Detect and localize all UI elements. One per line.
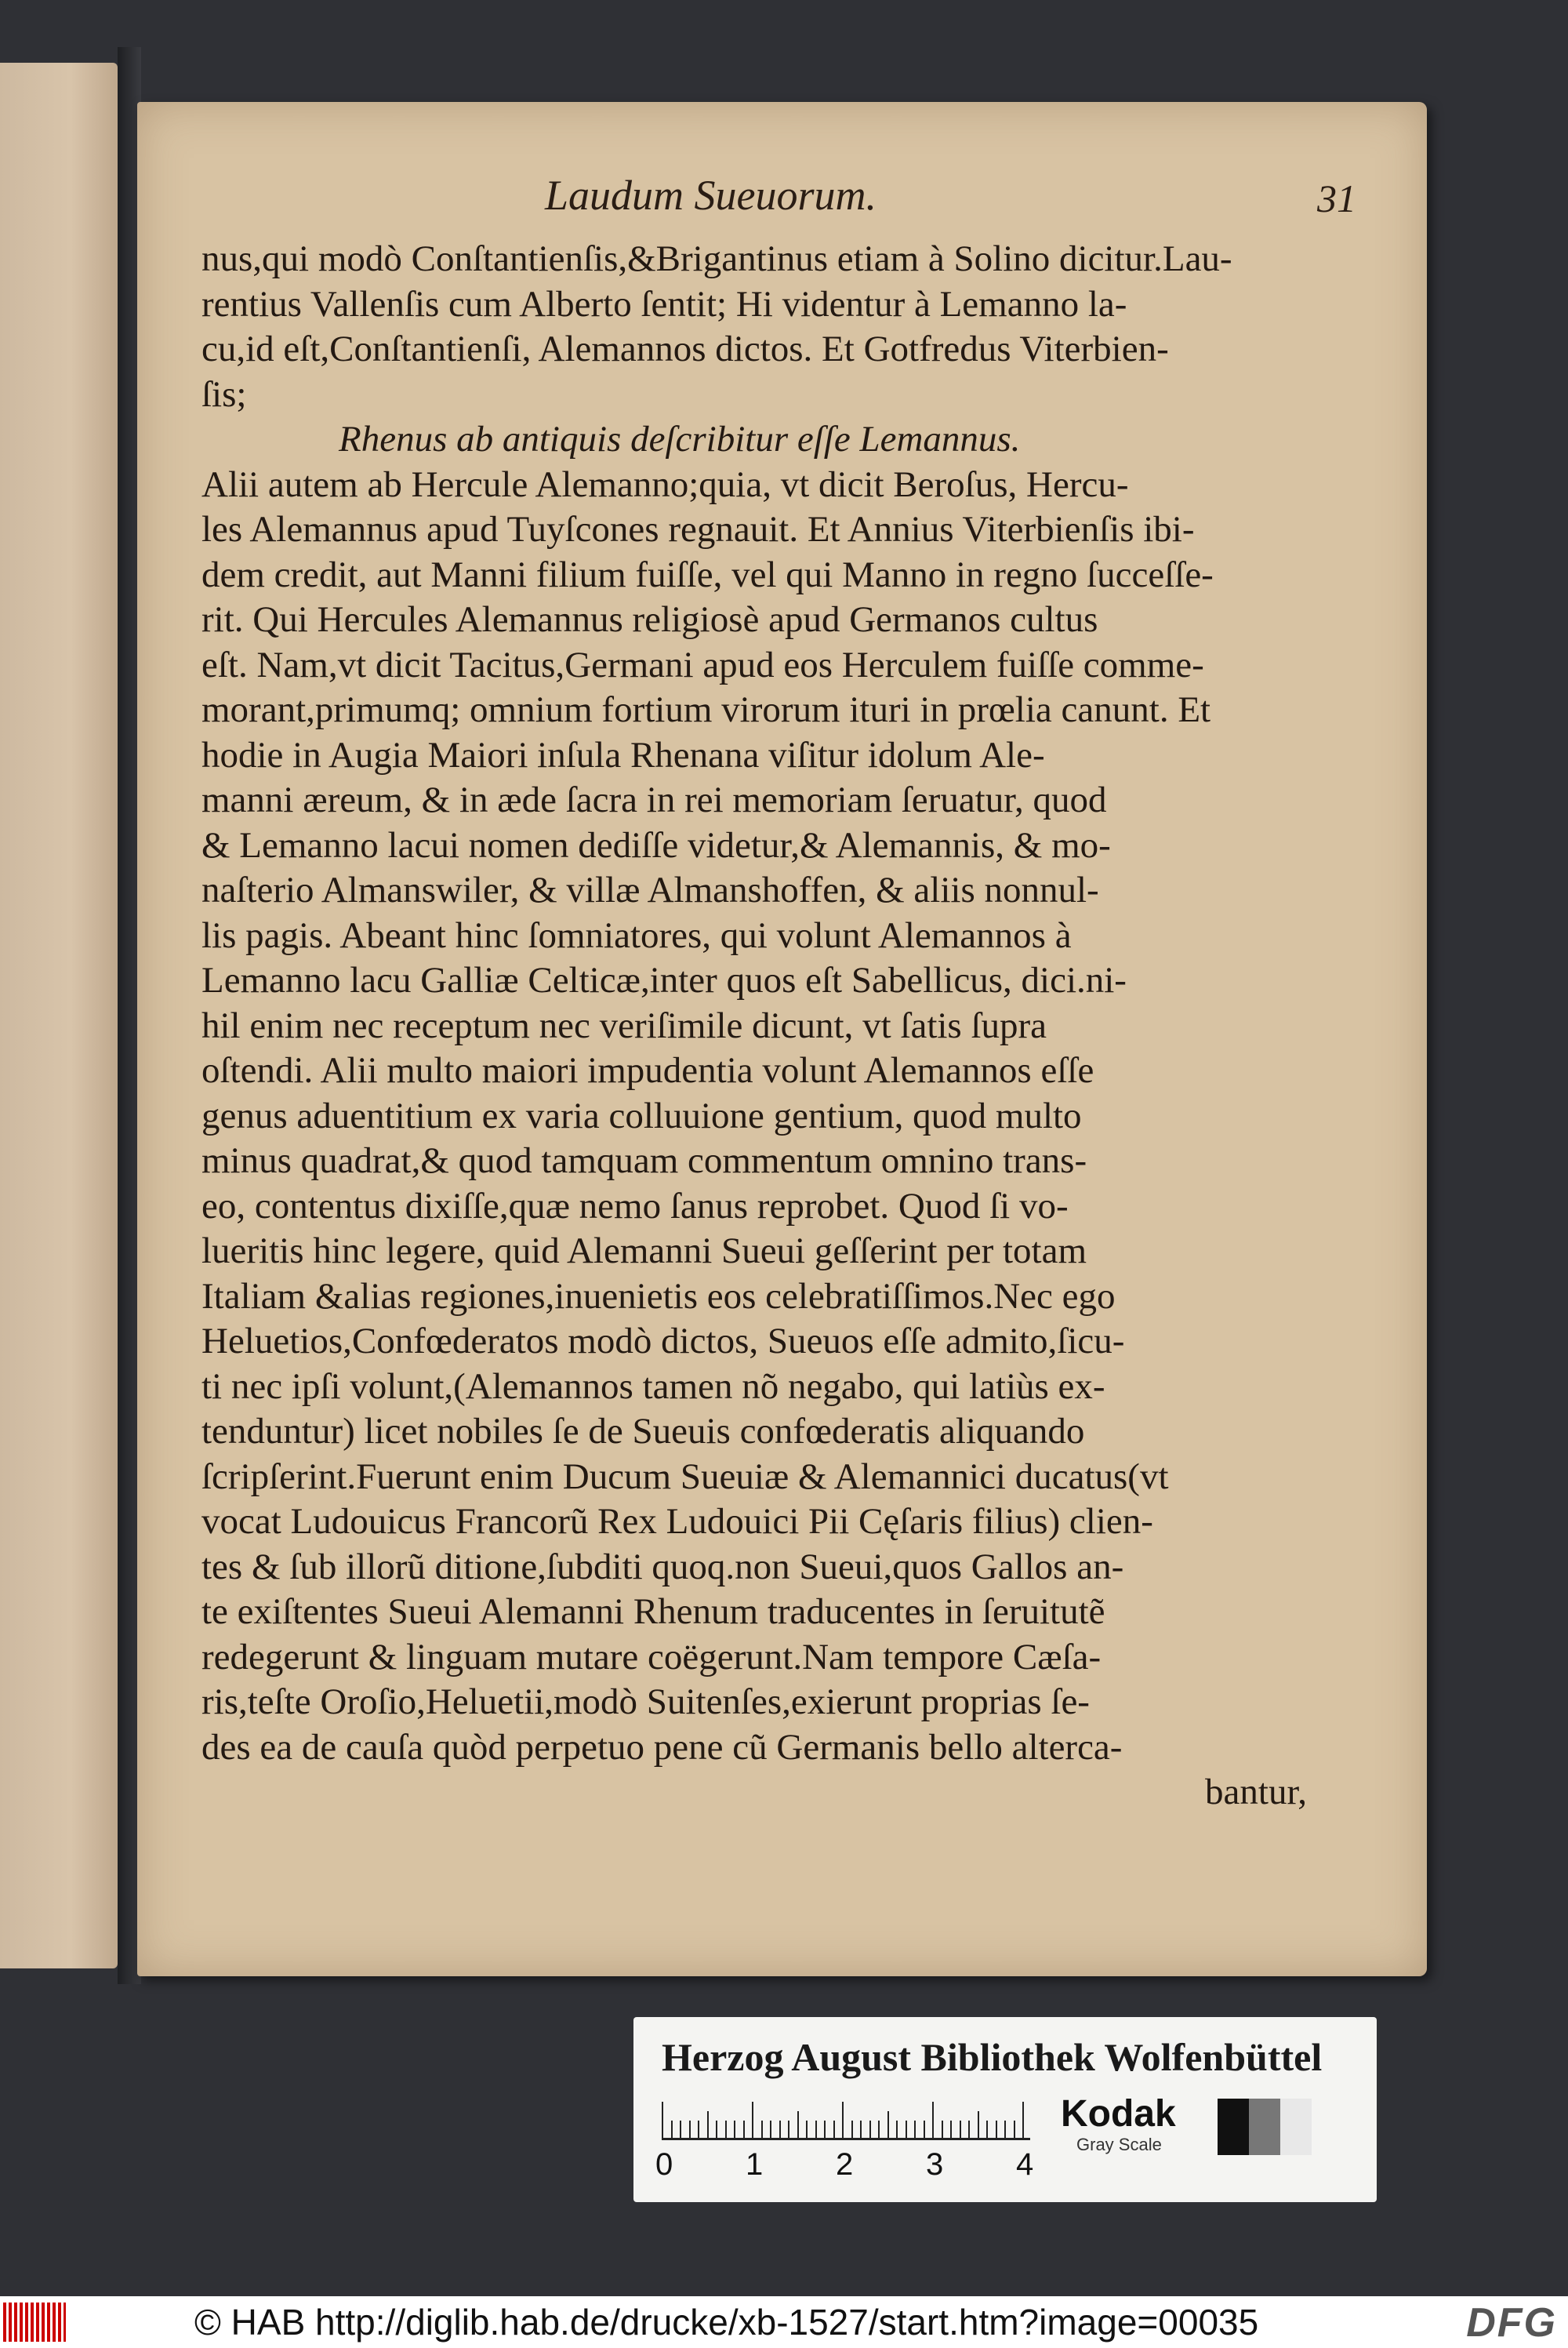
text-line: Italiam &alias regiones,inuenietis eos celebratiſſimos.Nec ego bbox=[201, 1275, 1116, 1317]
color-calibration-card bbox=[633, 2017, 1377, 2202]
ruler-tick bbox=[860, 2121, 862, 2138]
page-number: 31 bbox=[1317, 176, 1356, 220]
text-line: ti nec ipſi volunt,(Alemannos tamen nõ negabo, qui latiùs ex- bbox=[201, 1365, 1105, 1407]
ruler-tick bbox=[924, 2121, 925, 2138]
ruler-tick bbox=[942, 2121, 943, 2138]
ruler-tick bbox=[752, 2102, 753, 2138]
text-line: eo, contentus dixiſſe,quæ nemo ſanus reprobet. Quod ſi vo- bbox=[201, 1185, 1069, 1227]
ruler-tick bbox=[932, 2102, 934, 2138]
ruler-tick bbox=[869, 2121, 871, 2138]
text-line: rentius Vallenſis cum Alberto ſentit; Hi videntur à Lemanno la- bbox=[201, 283, 1127, 325]
text-line: genus aduentitium ex varia colluuione gentium, quod multo bbox=[201, 1095, 1082, 1136]
ruler-label: 4 bbox=[1016, 2147, 1034, 2182]
ruler-tick bbox=[761, 2121, 763, 2138]
ruler-tick bbox=[788, 2121, 789, 2138]
text-line: Heluetios,Confœderatos modò dictos, Sueuos eſſe admito,ſicu- bbox=[201, 1321, 1125, 1361]
running-head: Laudum Sueuorum. bbox=[545, 172, 877, 219]
ruler-tick bbox=[1004, 2121, 1006, 2138]
gray-swatch-dark bbox=[1249, 2099, 1280, 2155]
text-line: cu,id eſt,Conſtantienſi, Alemannos dictos. Et Gotfredus Viterbien- bbox=[201, 329, 1169, 369]
ruler-tick bbox=[906, 2121, 907, 2138]
text-line: minus quadrat,& quod tamquam commentum omnino trans- bbox=[201, 1140, 1087, 1181]
ruler-tick bbox=[878, 2121, 880, 2138]
ruler-tick bbox=[698, 2121, 699, 2138]
ruler-tick bbox=[707, 2111, 709, 2138]
footer-link[interactable]: © HAB http://diglib.hab.de/drucke/xb-1527/start.htm?image=00035 bbox=[194, 2302, 1259, 2343]
ruler-tick bbox=[1022, 2102, 1024, 2138]
ruler-tick bbox=[797, 2111, 799, 2138]
text-line: hil enim nec receptum nec veriſimile dicunt, vt ſatis ſupra bbox=[201, 1005, 1047, 1046]
text-line: vocat Ludouicus Francorũ Rex Ludouici Pii Cęſaris filius) clien- bbox=[201, 1501, 1153, 1542]
ruler-label: 0 bbox=[655, 2147, 673, 2182]
ruler-label: 3 bbox=[926, 2147, 944, 2182]
card-title: Herzog August Bibliothek Wolfenbüttel bbox=[662, 2035, 1323, 2079]
ruler-baseline bbox=[662, 2138, 1030, 2140]
gray-swatch-light bbox=[1280, 2099, 1312, 2155]
ruler-tick bbox=[680, 2121, 681, 2138]
ruler-tick bbox=[716, 2121, 717, 2138]
text-line: les Alemannus apud Tuyſcones regnauit. Et Annius Viterbienſis ibi- bbox=[201, 509, 1195, 550]
text-line: tenduntur) licet nobiles ſe de Sueuis confœderatis aliquando bbox=[201, 1411, 1085, 1452]
ruler-tick bbox=[689, 2121, 691, 2138]
ruler-tick bbox=[734, 2121, 735, 2138]
facing-page-edge bbox=[0, 63, 118, 1968]
ruler-tick bbox=[662, 2102, 663, 2138]
text-line: redegerunt & linguam mutare coëgerunt.Nam tempore Cæſa- bbox=[201, 1636, 1102, 1677]
footer-bar bbox=[0, 2296, 1568, 2348]
text-line: nus,qui modò Conſtantienſis,&Brigantinus etiam à Solino dicitur.Lau- bbox=[201, 238, 1232, 279]
ruler-label: 2 bbox=[836, 2147, 854, 2182]
kodak-logo: Kodak bbox=[1061, 2093, 1176, 2135]
ruler-tick bbox=[779, 2121, 781, 2138]
text-line: Rhenus ab antiquis deſcribitur eſſe Lemannus. bbox=[339, 419, 1021, 460]
text-line: naſterio Almanswiler, & villæ Almanshoffen, & aliis nonnul- bbox=[201, 870, 1099, 910]
body-text bbox=[201, 237, 1307, 1816]
ruler-tick bbox=[806, 2121, 808, 2138]
ruler-tick bbox=[770, 2121, 771, 2138]
text-line: Lemanno lacu Galliæ Celticæ,inter quos eſt Sabellicus, dici.ni- bbox=[201, 960, 1127, 1001]
text-line: & Lemanno lacui nomen dediſſe videtur,& Alemannis, & mo- bbox=[201, 824, 1111, 866]
text-line: ſis; bbox=[201, 373, 247, 415]
barcode-icon bbox=[3, 2303, 66, 2342]
ruler-tick bbox=[996, 2121, 997, 2138]
text-line: ſcripſerint.Fuerunt enim Ducum Sueuiæ & Alemannici ducatus(vt bbox=[201, 1456, 1169, 1497]
ruler-tick bbox=[842, 2102, 844, 2138]
ruler-tick bbox=[725, 2121, 727, 2138]
text-line: te exiſtentes Sueui Alemanni Rhenum traducentes in ſeruitutẽ bbox=[201, 1591, 1105, 1632]
text-line: morant,primumq; omnium fortium virorum ituri in prœlia canunt. Et bbox=[201, 689, 1211, 730]
text-line: rit. Qui Hercules Alemannus religiosè apud Germanos cultus bbox=[201, 599, 1098, 640]
text-line: des ea de cauſa quòd perpetuo pene cũ Germanis bello alterca- bbox=[201, 1726, 1123, 1768]
ruler-tick bbox=[950, 2121, 952, 2138]
ruler-tick bbox=[1014, 2121, 1015, 2138]
ruler-tick bbox=[896, 2121, 898, 2138]
ruler-tick bbox=[914, 2121, 916, 2138]
page-header bbox=[137, 171, 1427, 242]
dfg-logo: DFG bbox=[1466, 2300, 1557, 2346]
gray-swatch-black bbox=[1218, 2099, 1249, 2155]
grayscale-label: Gray Scale bbox=[1076, 2135, 1162, 2154]
text-line: ris,teſte Oroſio,Heluetii,modò Suitenſes,exierunt proprias ſe- bbox=[201, 1681, 1090, 1722]
text-line: tes & ſub illorũ ditione,ſubditi quoq.non Sueui,quos Gallos an- bbox=[201, 1546, 1124, 1587]
ruler-tick bbox=[986, 2121, 988, 2138]
text-line: oſtendi. Alii multo maiori impudentia volunt Alemannos eſſe bbox=[201, 1050, 1094, 1091]
ruler-tick bbox=[851, 2121, 853, 2138]
text-line: lis pagis. Abeant hinc ſomniatores, qui volunt Alemannos à bbox=[201, 914, 1072, 956]
ruler-tick bbox=[815, 2121, 817, 2138]
text-line: dem credit, aut Manni filium fuiſſe, vel qui Manno in regno ſucceſſe- bbox=[201, 554, 1214, 595]
text-line: eſt. Nam,vt dicit Tacitus,Germani apud eos Herculem fuiſſe comme- bbox=[201, 644, 1204, 685]
measurement-ruler bbox=[655, 2099, 1034, 2193]
ruler-tick bbox=[960, 2121, 961, 2138]
text-line: manni æreum, & in æde ſacra in rei memoriam ſeruatur, quod bbox=[201, 780, 1107, 820]
text-line: hodie in Augia Maiori inſula Rhenana viſitur idolum Ale- bbox=[201, 734, 1045, 776]
ruler-tick bbox=[978, 2111, 979, 2138]
text-line: Alii autem ab Hercule Alemanno;quia, vt dicit Beroſus, Hercu- bbox=[201, 463, 1129, 505]
ruler-tick bbox=[743, 2121, 745, 2138]
ruler-tick bbox=[824, 2121, 826, 2138]
ruler-tick bbox=[833, 2121, 835, 2138]
ruler-tick bbox=[887, 2111, 889, 2138]
ruler-tick bbox=[671, 2121, 673, 2138]
text-line: lueritis hinc legere, quid Alemanni Sueui geſſerint per totam bbox=[201, 1230, 1087, 1271]
text-line: bantur, bbox=[1205, 1772, 1307, 1812]
ruler-label: 1 bbox=[746, 2147, 764, 2182]
book-page bbox=[137, 102, 1427, 1976]
ruler-tick bbox=[968, 2121, 970, 2138]
